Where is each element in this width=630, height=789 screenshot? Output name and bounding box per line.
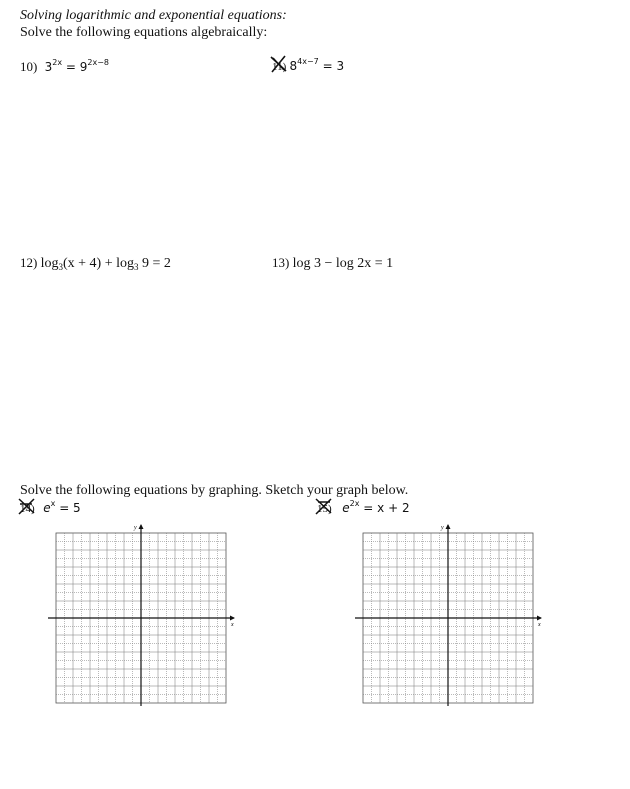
problem-12	[20, 255, 171, 272]
x-axis-arrow-icon	[537, 616, 542, 621]
problem-11	[272, 58, 344, 74]
worksheet-title: Solving logarithmic and exponential equations:	[20, 8, 287, 23]
problem-number: 10)	[20, 59, 38, 74]
problem-number: 11)	[272, 58, 286, 74]
equation: $8^{4x-7} = 3$	[289, 57, 345, 73]
scribble-cross-icon	[315, 498, 333, 516]
problem-10	[20, 59, 109, 75]
equation: log 3 − log 2x = 1	[292, 256, 394, 271]
problem-number: 13)	[272, 255, 290, 270]
algebraic-instruction: Solve the following equations algebraically:	[20, 25, 268, 40]
grid-svg	[355, 520, 550, 712]
problem-number: 12)	[20, 255, 38, 270]
problem-number: 15)	[317, 500, 339, 516]
y-axis-arrow-icon	[446, 524, 451, 529]
equation: $e^x = 5$	[43, 499, 81, 515]
problem-13	[272, 255, 393, 272]
x-axis-label: x	[231, 622, 234, 628]
coordinate-grid-14[interactable]	[48, 520, 243, 712]
equation: $\log_3(x + 4) + \log_3 9 = 2$	[40, 256, 171, 272]
problem-15	[317, 500, 410, 516]
scribble-cross-icon	[270, 55, 288, 73]
y-axis-arrow-icon	[139, 524, 144, 529]
problem-number: 14)	[20, 500, 40, 516]
equation: $3^{2x} = 9^{2x-8}$	[44, 58, 110, 74]
coordinate-grid-15[interactable]	[355, 520, 550, 712]
scribble-cross-icon	[18, 498, 36, 516]
grid-svg	[48, 520, 243, 712]
x-axis-label: x	[538, 622, 541, 628]
equation: $e^{2x} = x + 2$	[342, 499, 410, 515]
graphing-instruction: Solve the following equations by graphing. Sketch your graph below.	[20, 483, 409, 498]
x-axis-arrow-icon	[230, 616, 235, 621]
y-axis-label: y	[441, 525, 444, 531]
problem-14	[20, 500, 81, 516]
y-axis-label: y	[134, 525, 137, 531]
